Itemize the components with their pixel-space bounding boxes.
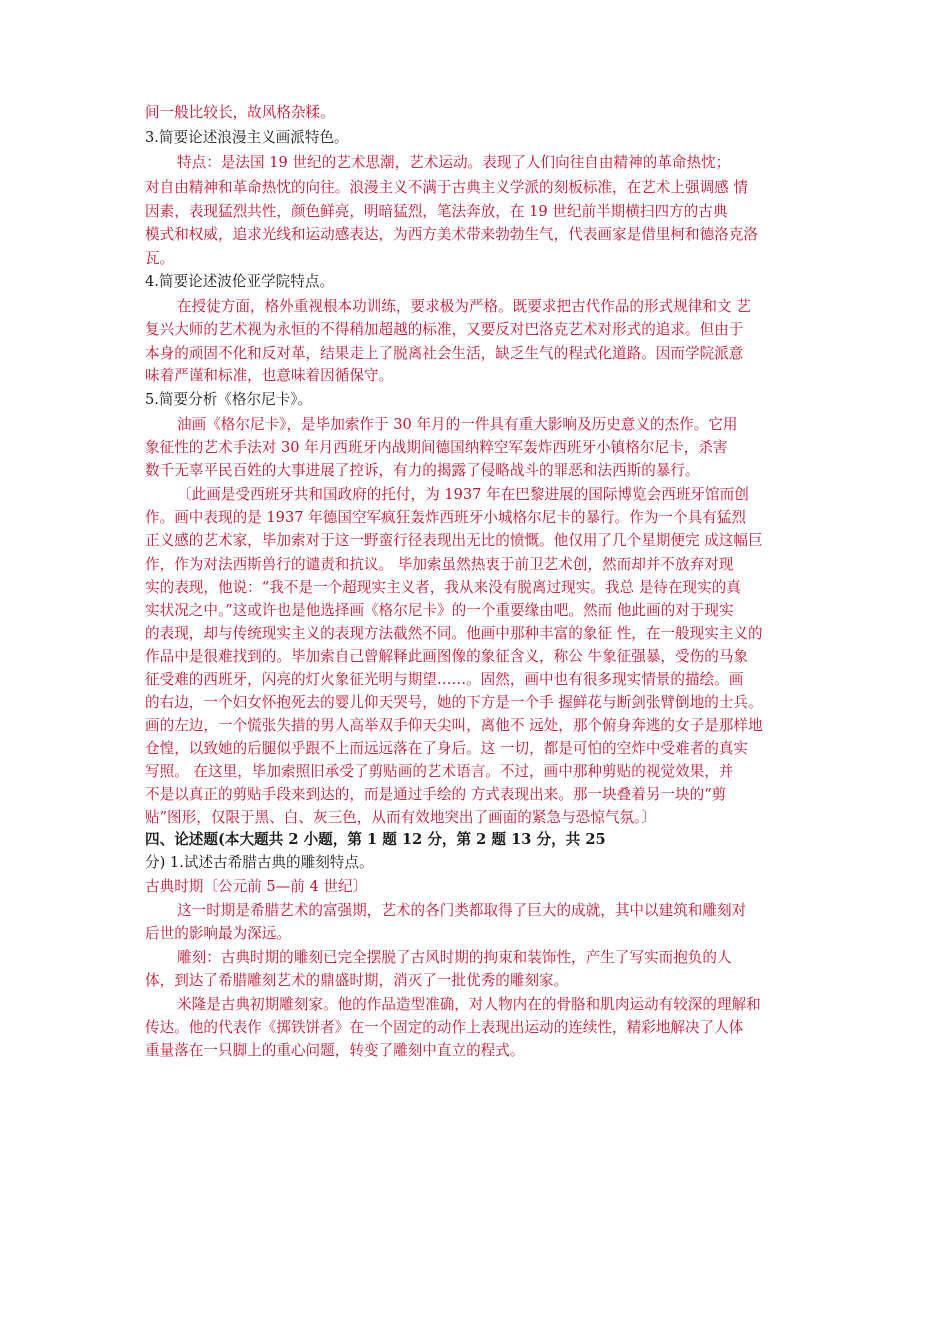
text-line: 写照。 在这里，毕加索照旧承受了剪贴画的艺术语言。不过，画中那种剪贴的视觉效果，并 (145, 763, 734, 780)
text-line: 象征性的艺术手法对 30 年月西班牙内战期间德国纳粹空军轰炸西班牙小镇格尔尼卡，杀害 (145, 439, 728, 456)
text-line: 征受难的西班牙，闪亮的灯火象征光明与期望……。固然，画中也有很多现实情景的描绘。画 (145, 671, 744, 688)
text-line: 〔此画是受西班牙共和国政府的托付，为 1937 年在巴黎进展的国际博览会西班牙馆而创 (177, 486, 749, 503)
text-line: 对自由精神和革命热忱的向往。浪漫主义不满于古典主义学派的刻板标准，在艺术上强调感 情 (145, 179, 748, 196)
text-line: 油画《格尔尼卡》，是毕加索作于 30 年月的一件具有重大影响及历史意义的杰作。它用 (177, 416, 738, 433)
question-heading: 5.简要分析《格尔尼卡》。 (145, 391, 313, 408)
text-line: 实状况之中。”这或许也是他选择画《格尔尼卡》的一个重要缘由吧。然而 他此画的对于现实 (145, 602, 734, 619)
text-line: 间一般比较长，故风格杂糅。 (145, 104, 335, 121)
text-line: 体，到达了希腊雕刻艺术的鼎盛时期，消灭了一批优秀的雕刻家。 (145, 972, 569, 989)
text-line: 在授徒方面，格外重视根本功训练，要求极为严格。既要求把古代作品的形式规律和文 艺 (177, 298, 751, 315)
text-line: 正义感的艺术家，毕加索对于这一野蛮行径表现出无比的愤慨。他仅用了几个星期便完 成这幅巨 (145, 532, 763, 549)
text-line: 实的表现，他说：“我不是一个超现实主义者，我从来没有脱离过现实。我总 是待在现实的真 (145, 579, 741, 596)
section-heading: 四、论述题(本大题共 2 小题，第 1 题 12 分，第 2 题 13 分，共 25 (145, 831, 606, 848)
text-line: 这一时期是希腊艺术的富强期，艺术的各门类都取得了巨大的成就，其中以建筑和雕刻对 (177, 902, 747, 919)
text-line: 作，作为对法西斯兽行的谴责和抗议。 毕加索虽然热衷于前卫艺术创，然而却并不放弃对现 (145, 556, 734, 573)
text-line: 的表现，却与传统现实主义的表现方法截然不同。他画中那种丰富的象征 性，在一般现实主义的 (145, 625, 763, 642)
text-line: 重量落在一只脚上的重心问题，转变了雕刻中直立的程式。 (145, 1042, 525, 1059)
text-line: 味着严谨和标准，也意味着因循保守。 (145, 367, 394, 384)
text-line: 作。画中表现的是 1937 年德国空军疯狂轰炸西班牙小城格尔尼卡的暴行。作为一个具有猛烈 (145, 509, 746, 526)
question-heading: 分) 1.试述古希腊古典的雕刻特点。 (145, 854, 374, 871)
text-line: 本身的顽固不化和反对革，结果走上了脱离社会生活，缺乏生气的程式化道路。因而学院派意 (145, 345, 744, 362)
text-line: 贴”图形，仅限于黑、白、灰三色，从而有效地突出了画面的紧急与恐惊气氛。〕 (145, 809, 656, 826)
text-line: 作品中是很难找到的。毕加索自己曾解释此画图像的象征含义，称公 牛象征强暴，受伤的马象 (145, 648, 748, 665)
text-line: 仓惶，以致她的后腿似乎跟不上而远远落在了身后。这 一切，都是可怕的空炸中受难者的真实 (145, 740, 748, 757)
text-line: 后世的影响最为深远。 (145, 925, 291, 942)
text-line: 米隆是古典初期雕刻家。他的作品造型准确，对人物内在的骨胳和肌肉运动有较深的理解和 (177, 996, 761, 1013)
text-line: 雕刻：古典时期的雕刻已完全摆脱了古风时期的拘束和装饰性，产生了写实而抱负的人 (177, 949, 732, 966)
text-line: 的右边，一个妇女怀抱死去的婴儿仰天哭号，她的下方是一个手 握鲜花与断剑张臂倒地的士兵。 (145, 694, 763, 711)
text-line: 不是以真正的剪贴手段来到达的，而是通过手绘的 方式表现出来。那一块叠着另一块的“剪 (145, 786, 727, 803)
text-line: 因素，表现猛烈共性，颜色鲜亮，明暗猛烈，笔法奔放，在 19 世纪前半期横扫四方的古典 (145, 203, 728, 220)
text-line: 画的左边，一个慌张失措的男人高举双手仰天尖叫，离他不 远处，那个俯身奔逃的女子是那样地 (145, 717, 763, 734)
question-heading: 3.简要论述浪漫主义画派特色。 (145, 129, 349, 146)
text-line: 数千无辜平民百姓的大事进展了控诉，有力的揭露了侵略战斗的罪恶和法西斯的暴行。 (145, 462, 700, 479)
question-heading: 4.简要论述波伦亚学院特点。 (145, 273, 335, 290)
text-line: 特点：是法国 19 世纪的艺术思潮，艺术运动。表现了人们向往自由精神的革命热忱； (177, 154, 731, 171)
text-line: 模式和权威，追求光线和运动感表达，为西方美术带来勃勃生气，代表画家是借里柯和德洛克洛 (145, 226, 758, 243)
text-line: 传达。他的代表作《掷铁饼者》在一个固定的动作上表现出运动的连续性，精彩地解决了人体 (145, 1019, 744, 1036)
text-line: 古典时期〔公元前 5—前 4 世纪〕 (145, 878, 368, 895)
text-line: 瓦。 (145, 250, 175, 267)
text-line: 复兴大师的艺术视为永恒的不得稍加超越的标准，又要反对巴洛克艺术对形式的追求。但由于 (145, 321, 744, 338)
